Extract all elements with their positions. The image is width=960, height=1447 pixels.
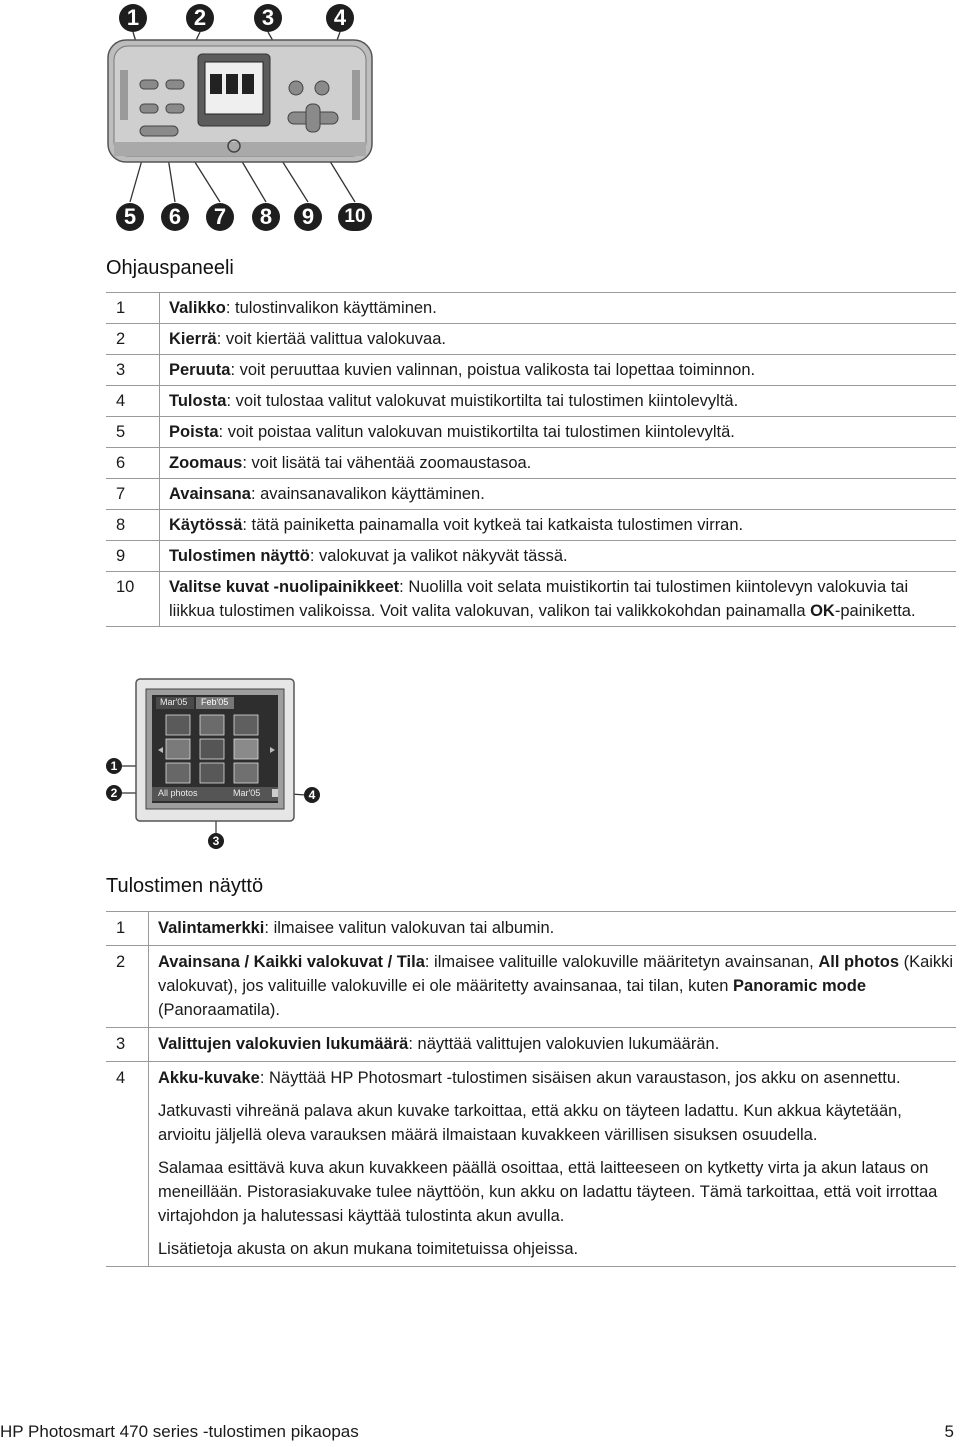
- term-label: Poista: [169, 423, 219, 441]
- control-panel-illustration: [100, 0, 380, 240]
- table-row: [106, 324, 956, 355]
- footer-title: HP Photosmart 470 series -tulostimen pikaopas: [0, 1422, 359, 1441]
- row-description: [160, 510, 957, 541]
- table-row: [106, 417, 956, 448]
- table-row: [106, 572, 956, 627]
- section-title-control-panel: Ohjauspaneeli: [106, 257, 234, 279]
- row-description: [160, 386, 957, 417]
- page-number: 5: [944, 1422, 954, 1441]
- description-paragraph: [158, 916, 956, 940]
- table-row: [106, 1028, 956, 1062]
- screen-callout-3: 3: [208, 833, 224, 849]
- date-label: Mar'05: [233, 788, 261, 798]
- term-label: Valintamerkki: [158, 919, 265, 937]
- description-text: : valokuvat ja valikot näkyvät tässä.: [309, 547, 568, 565]
- table-row: [106, 448, 956, 479]
- description-text: : ilmaisee valitun valokuvan tai albumin.: [264, 919, 555, 937]
- callout-5: 5: [116, 203, 144, 231]
- term-label: OK: [810, 602, 835, 620]
- row-description: [160, 572, 957, 627]
- table-row: [106, 386, 956, 417]
- description-text: : voit lisätä tai vähentää zoomaustasoa.: [242, 454, 532, 472]
- term-label: Valittujen valokuvien lukumäärä: [158, 1035, 409, 1053]
- row-description: [160, 293, 957, 324]
- tab-label-left: Mar'05: [160, 697, 188, 707]
- callout-9: 9: [294, 203, 322, 231]
- term-label: Tulostimen näyttö: [169, 547, 310, 565]
- row-description: [160, 324, 957, 355]
- description-text: (Panoraamatila).: [158, 1001, 280, 1019]
- description-text: : Näyttää HP Photosmart -tulostimen sisäisen akun varaustason, jos akku on asennettu.: [259, 1069, 901, 1087]
- row-description: [160, 417, 957, 448]
- control-panel-table: [106, 292, 956, 627]
- description-text: : voit poistaa valitun valokuvan muistikortilta tai tulostimen kiintolevyltä.: [218, 423, 735, 441]
- callout-6: 6: [161, 203, 189, 231]
- term-label: Avainsana: [169, 485, 251, 503]
- row-number: 2: [106, 946, 149, 1028]
- term-label: Akku-kuvake: [158, 1069, 260, 1087]
- screen-callout-1: 1: [106, 758, 122, 774]
- row-number: 10: [106, 572, 160, 627]
- description-text: : tätä painiketta painamalla voit kytkeä tai katkaista tulostimen virran.: [242, 516, 744, 534]
- row-number: 3: [106, 1028, 149, 1062]
- row-description: [149, 1028, 957, 1062]
- callout-4: 4: [326, 4, 354, 32]
- description-text: : voit tulostaa valitut valokuvat muistikortilta tai tulostimen kiintolevyltä.: [226, 392, 739, 410]
- description-text: Salamaa esittävä kuva akun kuvakkeen päällä osoittaa, että laitteeseen on kytketty virta ja akun lataus on meneillään. Pistorasiakuvake tulee näyttöön, kun akku on ladattu täyteen. Tämä tarkoittaa, että voit irrottaa virtajohdon ja halutessasi käyttää tulostinta akun avulla.: [158, 1159, 938, 1225]
- row-description: [160, 479, 957, 510]
- description-text: : voit peruuttaa kuvien valinnan, poistua valikosta tai lopettaa toiminnon.: [230, 361, 756, 379]
- table-row: [106, 912, 956, 946]
- table-row: [106, 293, 956, 324]
- row-number: 4: [106, 1062, 149, 1267]
- row-number: 2: [106, 324, 160, 355]
- description-text: : avainsanavalikon käyttäminen.: [250, 485, 485, 503]
- description-text: : Nuolilla voit selata muistikortin tai tulostimen kiintolevyn valokuvia tai liikkua tulostimen valikoissa. Voit valita valokuvan, valikon tai valikkokohdan painamalla: [169, 578, 909, 620]
- description-paragraph: [158, 1066, 956, 1090]
- callout-2: 2: [186, 4, 214, 32]
- printer-screen-illustration: [100, 675, 325, 855]
- row-description: [149, 946, 957, 1028]
- term-label: Käytössä: [169, 516, 243, 534]
- description-text: : näyttää valittujen valokuvien lukumäärän.: [408, 1035, 720, 1053]
- control-panel-drawing: [100, 0, 380, 240]
- printer-screen-table: [106, 911, 956, 1267]
- table-row: [106, 479, 956, 510]
- row-number: 7: [106, 479, 160, 510]
- row-number: 5: [106, 417, 160, 448]
- term-label: Valikko: [169, 299, 226, 317]
- description-text: (Kaikki valokuvat), jos valituille valokuville ei ole määritetty avainsanaa, tai tilan, kuten: [158, 953, 954, 995]
- screen-callout-2: 2: [106, 785, 122, 801]
- term-label: Valitse kuvat -nuolipainikkeet: [169, 578, 400, 596]
- album-label: All photos: [158, 788, 198, 798]
- callout-1: 1: [119, 4, 147, 32]
- description-paragraph: [158, 1237, 956, 1261]
- description-paragraph: [158, 1099, 956, 1147]
- callout-8: 8: [252, 203, 280, 231]
- term-label: Peruuta: [169, 361, 231, 379]
- row-description: [149, 912, 957, 946]
- table-row: [106, 510, 956, 541]
- description-text: : tulostinvalikon käyttäminen.: [225, 299, 437, 317]
- callout-3: 3: [254, 4, 282, 32]
- row-description: [160, 355, 957, 386]
- term-label: Zoomaus: [169, 454, 243, 472]
- row-number: 1: [106, 293, 160, 324]
- row-number: 8: [106, 510, 160, 541]
- callout-7: 7: [206, 203, 234, 231]
- term-label: Panoramic mode: [733, 977, 867, 995]
- callout-10: 10: [338, 203, 372, 231]
- section-title-printer-screen: Tulostimen näyttö: [106, 875, 264, 897]
- screen-callout-4: 4: [304, 787, 320, 803]
- table-row: [106, 946, 956, 1028]
- description-paragraph: [158, 950, 956, 1022]
- description-text: -painiketta.: [834, 602, 916, 620]
- description-paragraph: [158, 1156, 956, 1228]
- term-label: Kierrä: [169, 330, 217, 348]
- term-label: All photos: [818, 953, 899, 971]
- description-text: : voit kiertää valittua valokuvaa.: [216, 330, 446, 348]
- table-row: [106, 541, 956, 572]
- table-row: [106, 1062, 956, 1267]
- description-text: Jatkuvasti vihreänä palava akun kuvake tarkoittaa, että akku on täyteen ladattu. Kun akkua käytetään, arvioitu jäljellä oleva varauksen määrä ilmaistaan kuvakkeen värillisen sisuksen osuudella.: [158, 1102, 902, 1144]
- row-description: [149, 1062, 957, 1267]
- page-footer: [0, 1420, 960, 1444]
- term-label: Tulosta: [169, 392, 227, 410]
- description-text: : ilmaisee valituille valokuville määritetyn avainsanan,: [424, 953, 819, 971]
- table-row: [106, 355, 956, 386]
- tab-label-right: Feb'05: [201, 697, 229, 707]
- row-description: [160, 541, 957, 572]
- row-number: 4: [106, 386, 160, 417]
- row-number: 3: [106, 355, 160, 386]
- description-paragraph: [158, 1032, 956, 1056]
- row-number: 6: [106, 448, 160, 479]
- description-text: Lisätietoja akusta on akun mukana toimitetuissa ohjeissa.: [158, 1240, 579, 1258]
- row-description: [160, 448, 957, 479]
- row-number: 9: [106, 541, 160, 572]
- term-label: Avainsana / Kaikki valokuvat / Tila: [158, 953, 425, 971]
- row-number: 1: [106, 912, 149, 946]
